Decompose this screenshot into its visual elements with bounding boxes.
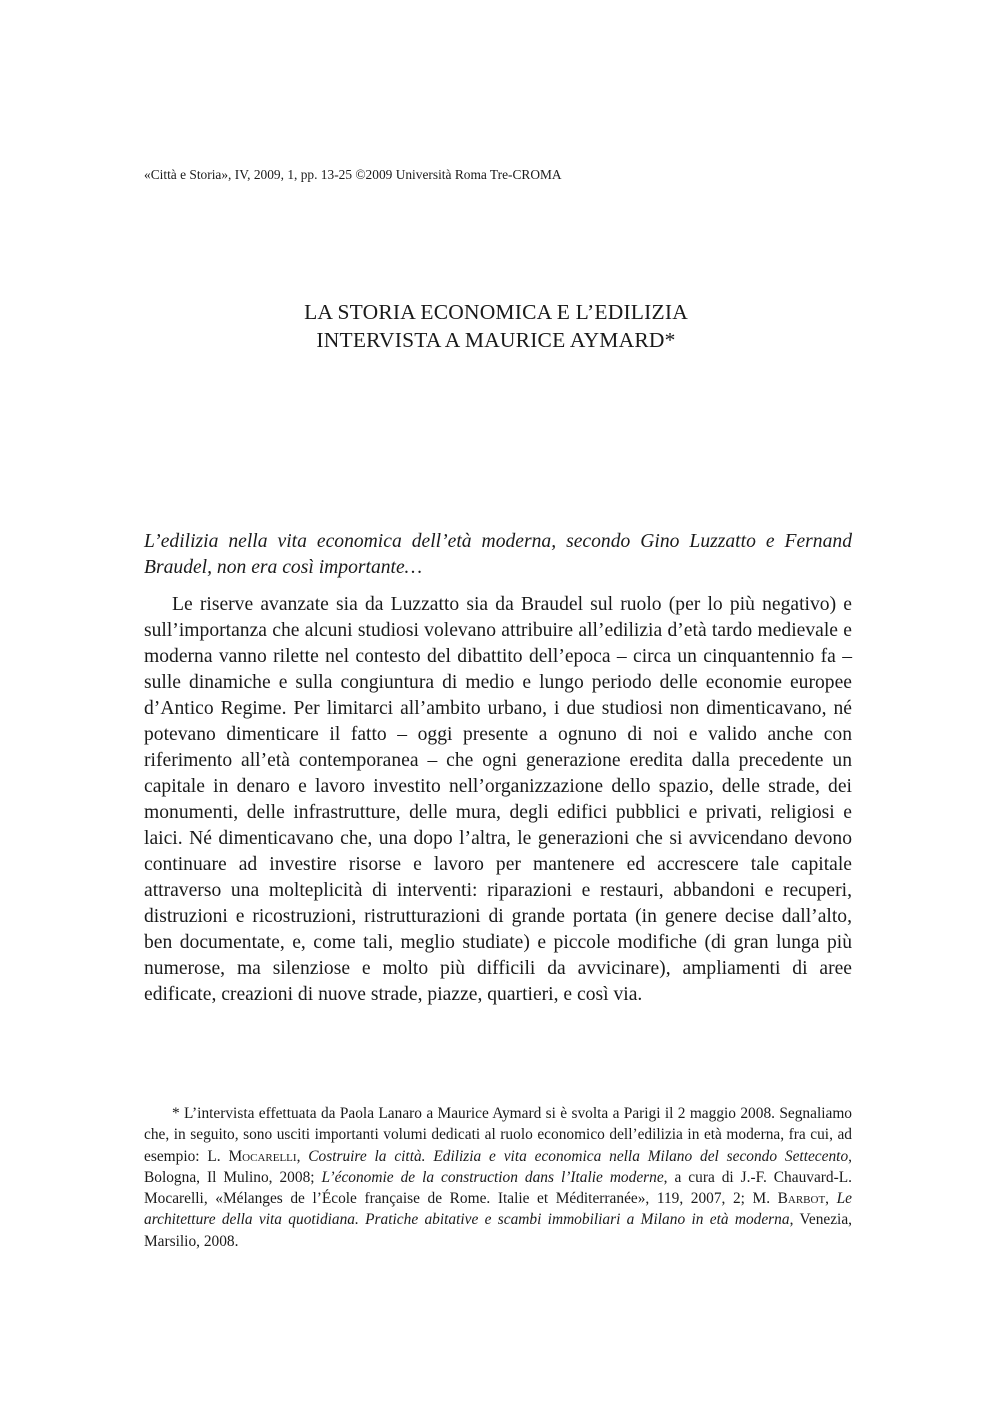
footnote-work-2: L’économie de la construction dans l’Italie moderne [321, 1168, 664, 1186]
footnote-text-1: * L’intervista effettuata da Paola Lanaro a Maurice Aymard si è svolta a Parigi il 2 maggio 2008. Segnaliamo che, in seguito, sono usciti importanti volumi dedicati al ruolo economico dell’edilizia in età moderna, fra cui, ad esempio: L. [144, 1105, 852, 1165]
footnote-work-3: Le architetture della vita quotidiana. Pratiche abitative e scambi immobiliari a Milano in età moderna [144, 1190, 852, 1229]
footnote-author-2: Barbot [777, 1190, 826, 1208]
footnote [144, 1103, 852, 1252]
footnote-work-1: Costruire la città. Edilizia e vita economica nella Milano del secondo Settecento [308, 1147, 849, 1165]
journal-citation: «Città e Storia», IV, 2009, 1, pp. 13-25 ©2009 Università Roma Tre-CROMA [144, 167, 562, 182]
article-title [144, 298, 848, 354]
interview-question: L’edilizia nella vita economica dell’età moderna, secondo Gino Luzzatto e Fernand Braudel, non era così importante… [144, 531, 852, 578]
title-line-2: INTERVISTA A MAURICE AYMARD* [316, 328, 676, 352]
title-line-1: LA STORIA ECONOMICA E L’EDILIZIA [304, 300, 688, 324]
footnote-text-2: , [296, 1147, 309, 1165]
footnote-text-5: , [825, 1190, 837, 1208]
answer-paragraph: Le riserve avanzate sia da Luzzatto sia da Braudel sul ruolo (per lo più negativo) e sull’importanza che alcuni studiosi volevano attribuire all’edilizia d’età tardo medievale e moderna vanno rilette nel contesto del dibattito dell’epoca – circa un cinquantennio fa – sulle dinamiche e sulla congiuntura di medio e lungo periodo delle economie europee d’Antico Regime. Per limitarci all’ambito urbano, i due studiosi non dimenticavano, né potevano dimenticare il fatto – oggi presente a ognuno di noi e valido anche con riferimento all’età contemporanea – che ogni generazione eredita dalla precedente un capitale in denaro e lavoro investito nell’organizzazione dello spazio, delle strade, dei monumenti, delle infrastrutture, delle mura, degli edifici pubblici e privati, religiosi e laici. Né dimenticavano che, una dopo l’altra, le generazioni che si avvicendano devono continuare ad investire risorse e lavoro per mantenere ed accrescere tale capitale attraverso una molteplicità di interventi: riparazioni e restauri, abbandoni e recuperi, distruzioni e ricostruzioni, ristrutturazioni di grande portata (in genere decise dall’alto, ben documentate, e, come tali, meglio studiate) e piccole modifiche (di gran lunga più numerose, ma silenziose e molto più difficili da avvicinare), ampliamenti di aree edificate, creazioni di nuove strade, piazze, quartieri, e così via. [144, 594, 852, 1005]
footnote-text-4: , a cura di J.-F. Chauvard-L. Mocarelli, «Mélanges de l’École française de Rome. Italie et Méditerranée», 119, 2007, 2; M. [144, 1168, 852, 1208]
footnote-author-1: Mocarelli [228, 1147, 297, 1165]
footnote-text-3: , Bologna, Il Mulino, 2008; [144, 1147, 853, 1186]
footnote-text-6: , Venezia, Marsilio, 2008. [144, 1211, 853, 1250]
